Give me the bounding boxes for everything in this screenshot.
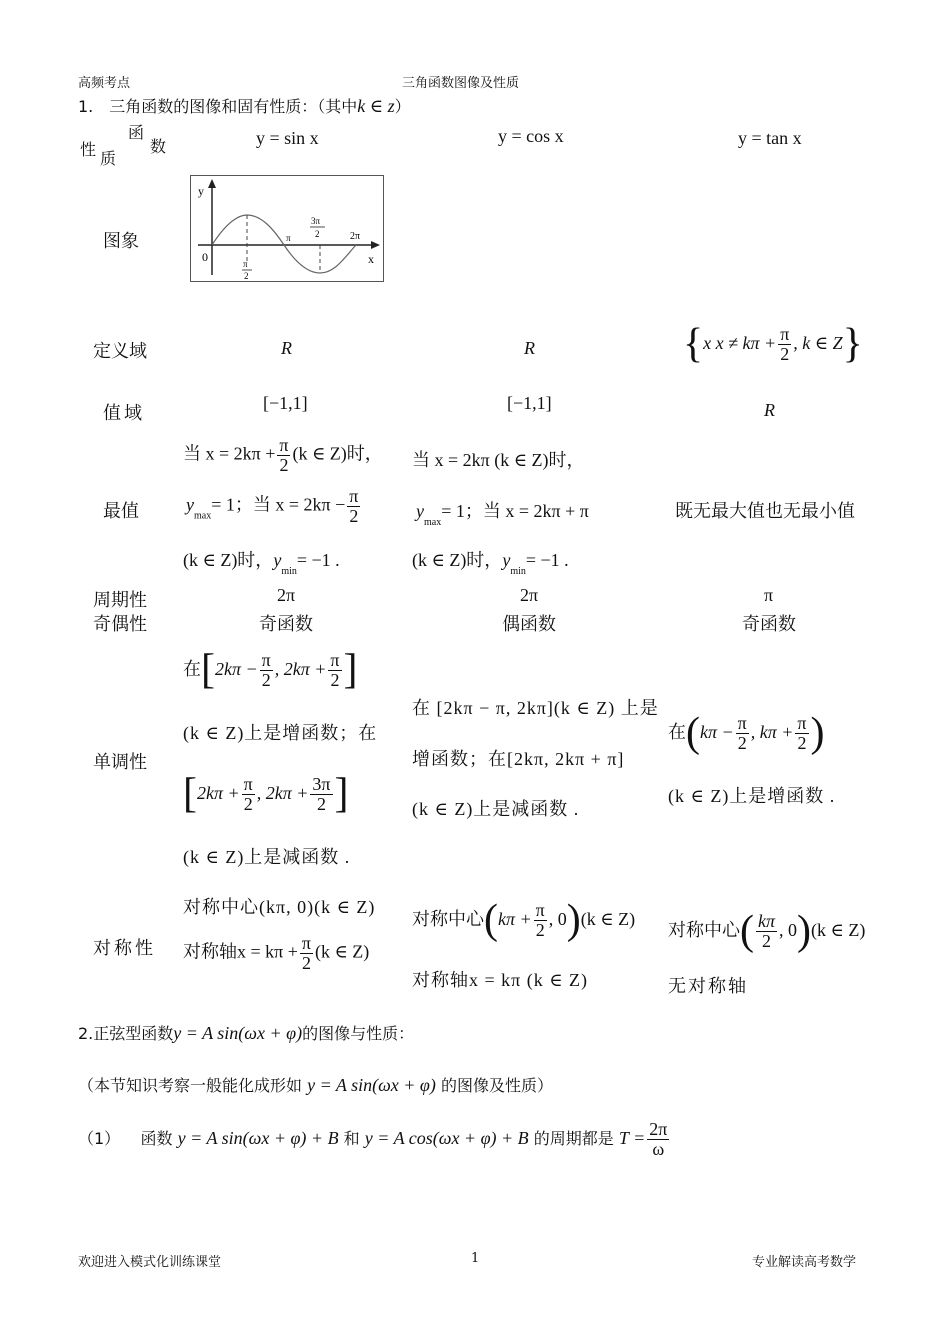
corner-han: 函 <box>128 123 145 142</box>
sym-sin-line1: 对称中心(kπ, 0)(k ∈ Z) <box>183 897 376 917</box>
sym-cos-line2: 对称轴x = kπ (k ∈ Z) <box>412 970 589 990</box>
sym-tan-line1: 对称中心( $\frac{k\pi}{2}$ , 0)(k ∈ Z) <box>668 908 866 954</box>
parity-tan: 奇函数 <box>742 614 796 635</box>
graph-pi-label: π <box>286 233 291 243</box>
graph-2pi-label: 2π <box>350 231 361 242</box>
mono-sin-line4: (k ∈ Z)上是减函数 . <box>183 847 351 867</box>
corner-xing: 性 <box>80 140 97 159</box>
row-label-graph: 图象 <box>103 231 139 252</box>
mono-cos-line3: (k ∈ Z)上是减函数 . <box>412 799 580 819</box>
extreme-sin-line3: (k ∈ Z)时，$y_{min}= -1$ . <box>183 550 340 577</box>
sine-graph <box>190 175 384 282</box>
footer-right: 专业解读高考数学 <box>752 1255 857 1270</box>
row-label-extreme: 最值 <box>103 501 139 522</box>
footer-left: 欢迎进入模式化训练课堂 <box>78 1255 222 1270</box>
row-label-period: 周期性 <box>93 590 147 611</box>
range-sin: [−1,1] <box>263 393 308 413</box>
header-left: 高频考点 <box>78 76 131 91</box>
mono-sin-line2: (k ∈ Z)上是增函数；在 <box>183 723 378 743</box>
col-head-tan: y = tan x <box>738 128 802 148</box>
row-label-symmetry: 对称性 <box>93 938 156 959</box>
extreme-sin-line1: 当 x = 2kπ + $\frac{\pi}{2}$ (k ∈ Z)时， <box>183 435 383 475</box>
sym-sin-line2: 对称轴x = kπ + $\frac{\pi}{2}$ (k ∈ Z) <box>183 933 370 973</box>
extreme-cos-line3: (k ∈ Z)时，$y_{min}= -1$ . <box>412 550 569 577</box>
period-tan: π <box>764 585 774 605</box>
parity-sin: 奇函数 <box>259 614 313 635</box>
mono-sin-line3: [2kπ + $\frac{\pi}{2}$ , 2kπ + $\frac{3\pi}{2}$ ] <box>183 771 349 817</box>
section2-note: （本节知识考察一般能化成形如 y = A sin(ωx + φ) 的图像及性质） <box>78 1075 553 1095</box>
sym-cos-line1: 对称中心(kπ + $\frac{\pi}{2}$ , 0)(k ∈ Z) <box>412 897 636 943</box>
range-tan: R <box>764 400 775 420</box>
col-head-cos: y = cos x <box>498 126 564 146</box>
extreme-sin-line2: $y_{max}= 1$；当 x = 2kπ − $\frac{\pi}{2}$ <box>186 486 359 526</box>
row-label-domain: 定义域 <box>93 341 147 362</box>
extreme-cos-line2: $y_{max}= 1$；当 x = 2kπ + π <box>416 501 589 528</box>
graph-frame <box>191 176 384 282</box>
extreme-cos-line1: 当 x = 2kπ (k ∈ Z)时， <box>412 450 585 470</box>
graph-y-label: y <box>198 184 204 198</box>
period-sin: 2π <box>277 585 296 605</box>
graph-3pi2-num: 3π <box>311 216 321 226</box>
domain-cos: R <box>524 338 535 358</box>
mono-tan-line1: 在(kπ − $\frac{\pi}{2}$ , kπ + $\frac{\pi}{2}$ ) <box>668 710 825 756</box>
corner-zhi: 质 <box>100 149 117 168</box>
graph-3pi2-den: 2 <box>315 229 320 239</box>
row-label-range: 值域 <box>103 403 145 424</box>
mono-tan-line2: (k ∈ Z)上是增函数 . <box>668 786 836 806</box>
mono-cos-line1: 在 [2kπ − π, 2kπ](k ∈ Z) 上是 <box>412 698 659 718</box>
header-center: 三角函数图像及性质 <box>402 76 520 91</box>
mono-cos-line2: 增函数；在[2kπ, 2kπ + π] <box>412 749 625 769</box>
row-label-monotonic: 单调性 <box>93 752 147 773</box>
section1-title: 1. 三角函数的图像和固有性质：（其中k ∈ z） <box>78 96 411 116</box>
col-head-sin: y = sin x <box>256 128 319 148</box>
domain-sin: R <box>281 338 292 358</box>
graph-origin-label: 0 <box>202 250 208 264</box>
mono-sin-line1: 在[2kπ − $\frac{\pi}{2}$ , 2kπ + $\frac{\pi}{2}$ ] <box>183 647 358 693</box>
footer-page: 1 <box>471 1251 480 1266</box>
graph-pi2-num: π <box>243 259 248 269</box>
range-cos: [−1,1] <box>507 393 552 413</box>
domain-tan: {x x ≠ kπ + $\frac{\pi}{2}$ , k ∈ Z} <box>683 321 863 367</box>
sym-tan-line2: 无对称轴 <box>668 976 748 997</box>
row-label-parity: 奇偶性 <box>93 614 147 635</box>
extreme-tan: 既无最大值也无最小值 <box>675 501 855 522</box>
graph-pi2-den: 2 <box>244 271 249 281</box>
period-cos: 2π <box>520 585 539 605</box>
corner-shu: 数 <box>150 137 167 156</box>
parity-cos: 偶函数 <box>502 614 556 635</box>
section2-title: 2.正弦型函数y = A sin(ωx + φ)的图像与性质： <box>78 1023 415 1043</box>
graph-x-label: x <box>368 252 374 266</box>
section2-item1: （1） 函数 y = A sin(ωx + φ) + B 和 y = A cos(ωx + φ) + B 的周期都是 T = $\frac{2\pi}{\omega}$ <box>78 1119 668 1159</box>
